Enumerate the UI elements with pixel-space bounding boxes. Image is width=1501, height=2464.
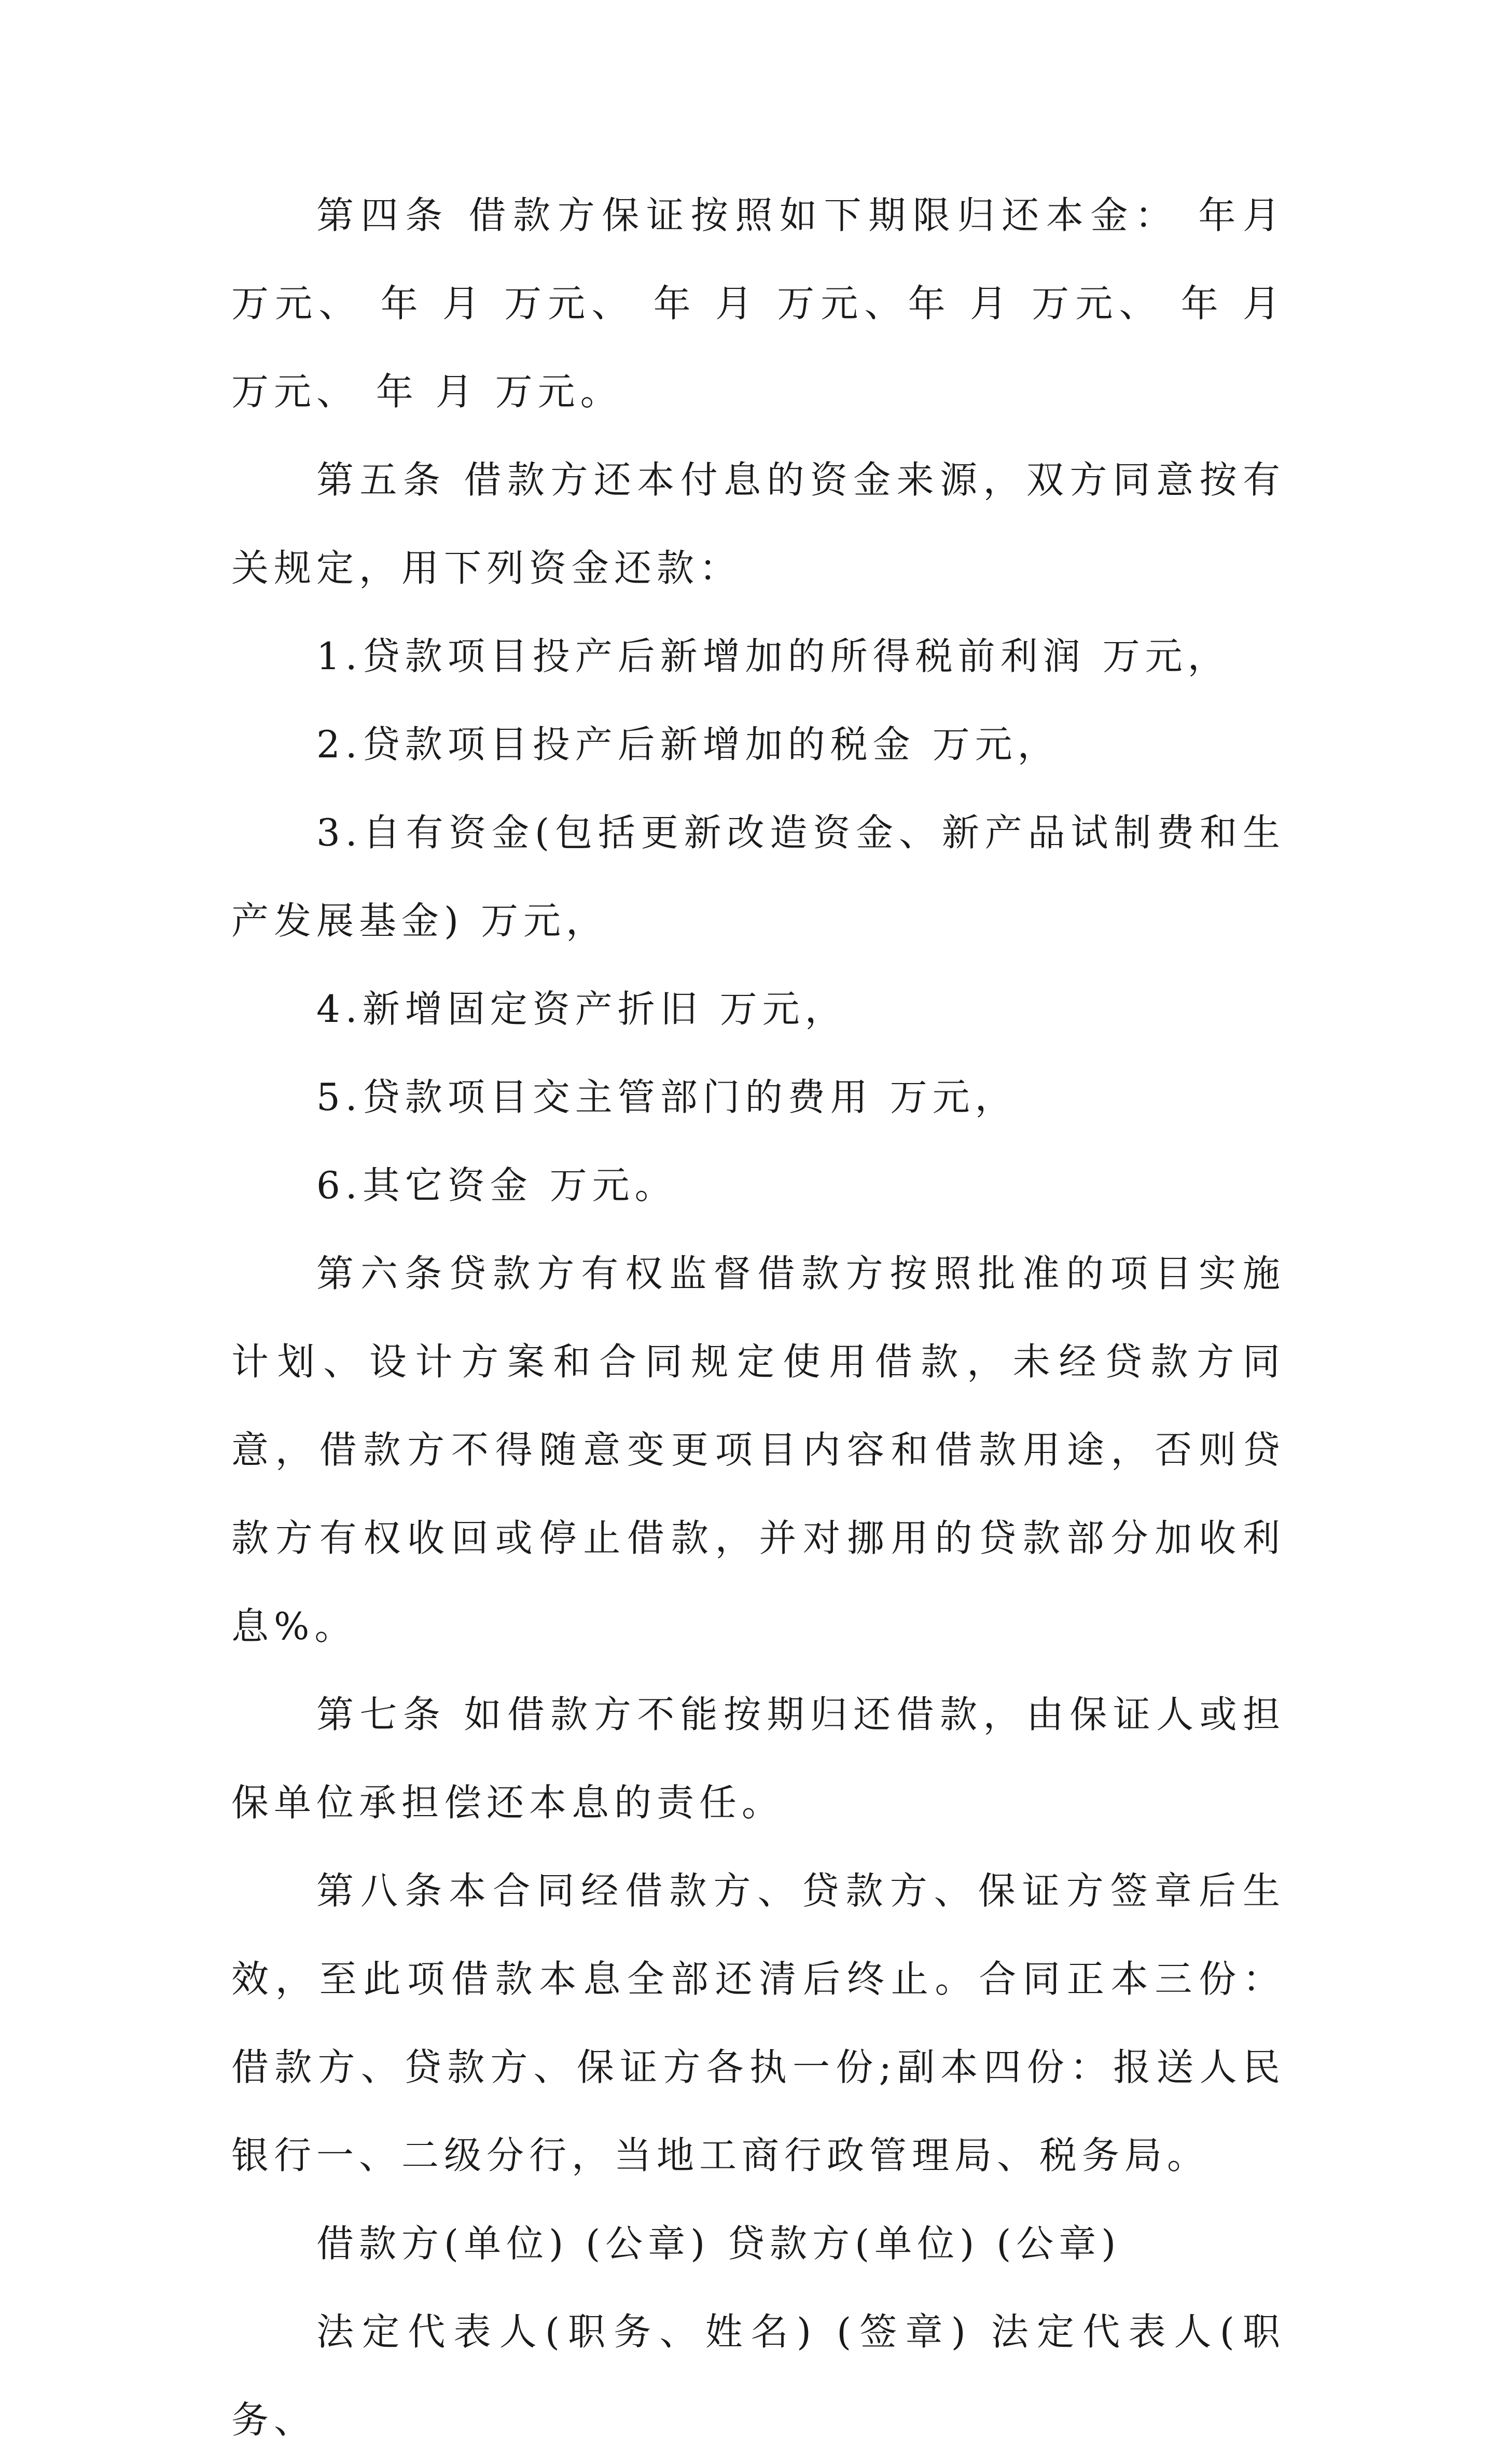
clause-4-repayment-schedule: 第四条 借款方保证按照如下期限归还本金： 年月 万元、 年 月 万元、 年 月 万元、年 月 万元、 年 月 万元、 年 月 万元。 <box>231 193 1302 413</box>
clause-7-guarantee: 第七条 如借款方不能按期归还借款，由保证人或担保单位承担偿还本息的责任。 <box>231 1693 1285 1824</box>
clause-8-effectiveness: 第八条本合同经借款方、贷款方、保证方签章后生效，至此项借款本息全部还清后终止。合同正本三份：借款方、贷款方、保证方各执一份;副本四份：报送人民银行一、二级分行，当地工商行政管理局、税务局。 <box>231 1869 1285 2177</box>
source-item-5: 5.贷款项目交主管部门的费用 万元， <box>316 1075 1018 1119</box>
source-item-2: 2.贷款项目投产后新增加的税金 万元， <box>316 723 1060 766</box>
clause-5-repayment-source: 第五条 借款方还本付息的资金来源，双方同意按有关规定，用下列资金还款： <box>231 458 1285 590</box>
source-item-3: 3.自有资金(包括更新改造资金、新产品试制费和生产发展基金) 万元， <box>231 811 1285 943</box>
clause-6-supervision: 第六条贷款方有权监督借款方按照批准的项目实施计划、设计方案和合同规定使用借款，未经贷款方同意，借款方不得随意变更项目内容和借款用途，否则贷款方有权收回或停止借款，并对挪用的贷款部分加收利息%。 <box>231 1252 1285 1648</box>
document-body <box>231 171 1302 2464</box>
signature-line-representatives: 法定代表人(职务、姓名) (签章) 法定代表人(职务、 <box>231 2310 1285 2442</box>
source-item-6: 6.其它资金 万元。 <box>316 1164 677 1207</box>
source-item-1: 1.贷款项目投产后新增加的所得税前利润 万元， <box>316 634 1230 678</box>
signature-line-parties: 借款方(单位) (公章) 贷款方(单位) (公章) <box>316 2222 1121 2265</box>
source-item-4: 4.新增固定资产折旧 万元， <box>316 987 847 1031</box>
